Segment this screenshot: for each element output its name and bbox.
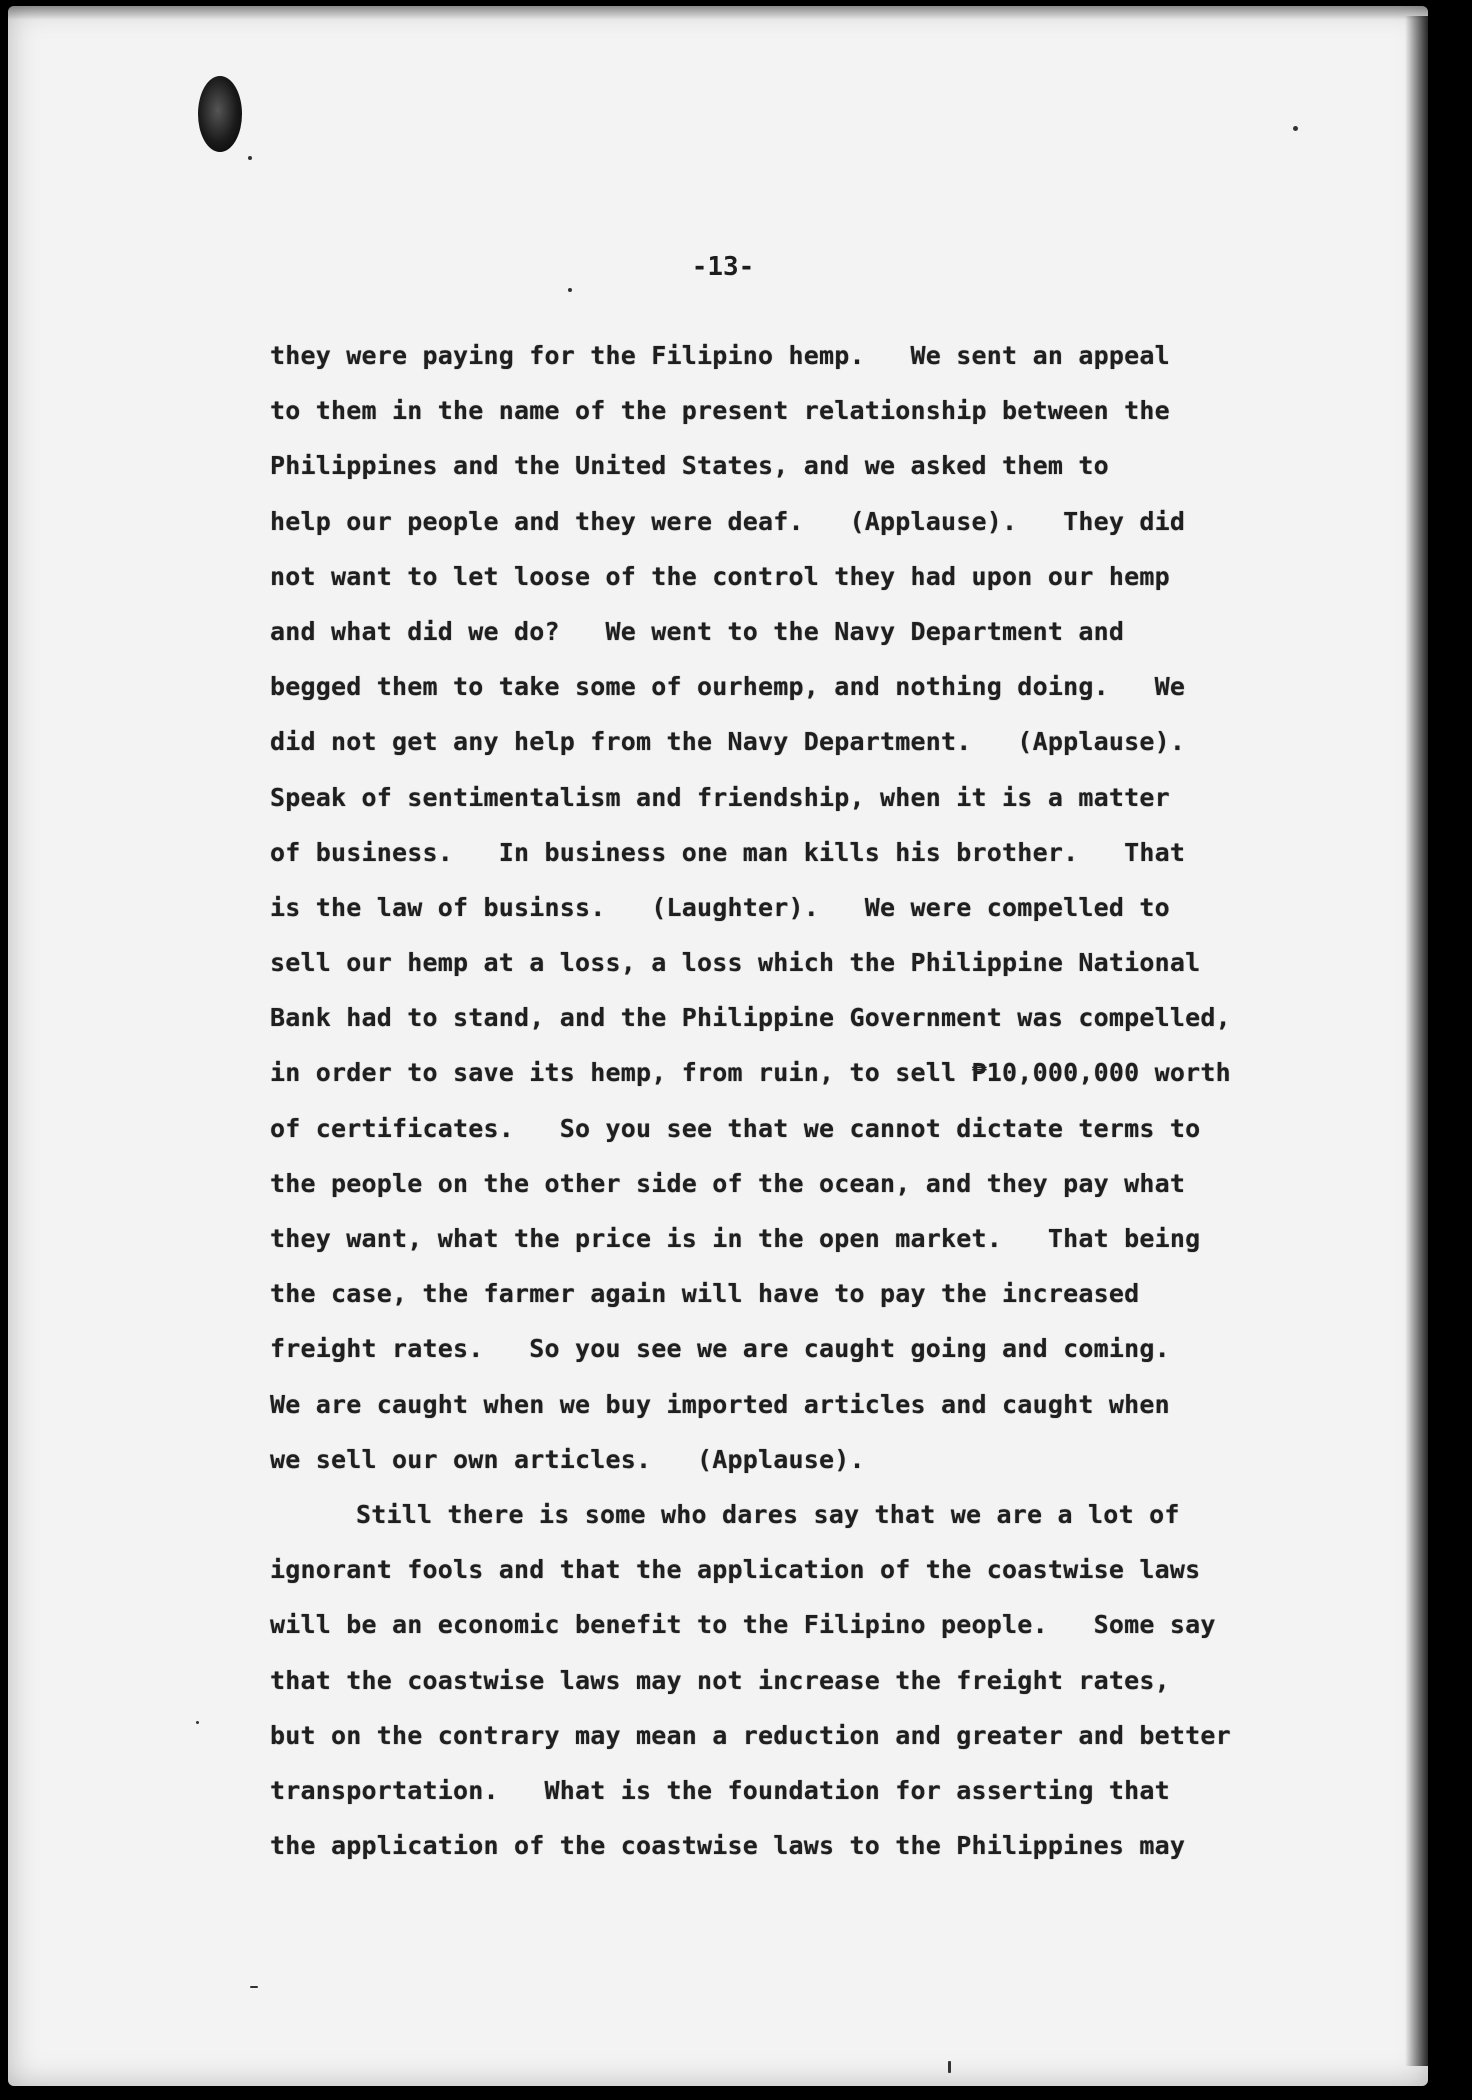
text-line: not want to let loose of the control they had upon our hemp bbox=[270, 561, 1170, 591]
text-line: the case, the farmer again will have to pay the increased bbox=[270, 1279, 1140, 1309]
text-line: begged them to take some of ourhemp, and nothing doing. We bbox=[270, 672, 1186, 702]
page-top-edge bbox=[8, 6, 1428, 20]
speck bbox=[948, 2061, 951, 2073]
text-line: but on the contrary may mean a reduction and greater and better bbox=[270, 1720, 1231, 1750]
text-line: ignorant fools and that the application of the coastwise laws bbox=[270, 1555, 1201, 1585]
text-line: sell our hemp at a loss, a loss which the Philippine National bbox=[270, 948, 1201, 978]
page-number: -13- bbox=[691, 252, 755, 282]
text-line: that the coastwise laws may not increase the freight rates, bbox=[270, 1665, 1170, 1695]
text-line: Speak of sentimentalism and friendship, when it is a matter bbox=[270, 782, 1170, 812]
text-line: We are caught when we buy imported articles and caught when bbox=[270, 1389, 1170, 1419]
text-line: we sell our own articles. (Applause). bbox=[270, 1444, 865, 1474]
speck bbox=[248, 156, 252, 160]
text-line: will be an economic benefit to the Filipino people. Some say bbox=[270, 1610, 1216, 1640]
text-line: is the law of businss. (Laughter). We were compelled to bbox=[270, 892, 1170, 922]
text-line: freight rates. So you see we are caught going and coming. bbox=[270, 1334, 1170, 1364]
text-line: of business. In business one man kills his brother. That bbox=[270, 837, 1186, 867]
body-text bbox=[270, 328, 1330, 1873]
text-line: Bank had to stand, and the Philippine Government was compelled, bbox=[270, 1003, 1231, 1033]
text-line: transportation. What is the foundation for asserting that bbox=[270, 1775, 1170, 1805]
text-line: the application of the coastwise laws to the Philippines may bbox=[270, 1831, 1186, 1861]
text-line: help our people and they were deaf. (Applause). They did bbox=[270, 506, 1186, 536]
text-line: in order to save its hemp, from ruin, to sell ₱10,000,000 worth bbox=[270, 1058, 1231, 1088]
text-line: Still there is some who dares say that we are a lot of bbox=[356, 1499, 1180, 1529]
text-line: they want, what the price is in the open market. That being bbox=[270, 1224, 1201, 1253]
text-line: did not get any help from the Navy Department. (Applause). bbox=[270, 727, 1186, 757]
text-line: they were paying for the Filipino hemp. We sent an appeal bbox=[270, 341, 1170, 370]
text-line: the people on the other side of the ocean, and they pay what bbox=[270, 1168, 1186, 1198]
text-line: to them in the name of the present relationship between the bbox=[270, 396, 1170, 426]
speck bbox=[196, 1721, 199, 1724]
speck bbox=[1293, 126, 1298, 131]
text-line: of certificates. So you see that we cannot dictate terms to bbox=[270, 1113, 1201, 1143]
speck bbox=[568, 288, 572, 292]
text-line: and what did we do? We went to the Navy Department and bbox=[270, 616, 1125, 646]
document-page bbox=[8, 6, 1428, 2086]
punch-hole bbox=[198, 76, 242, 152]
speck bbox=[250, 1986, 258, 1988]
page-right-edge bbox=[1405, 16, 1428, 2066]
text-line: Philippines and the United States, and we asked them to bbox=[270, 451, 1109, 481]
